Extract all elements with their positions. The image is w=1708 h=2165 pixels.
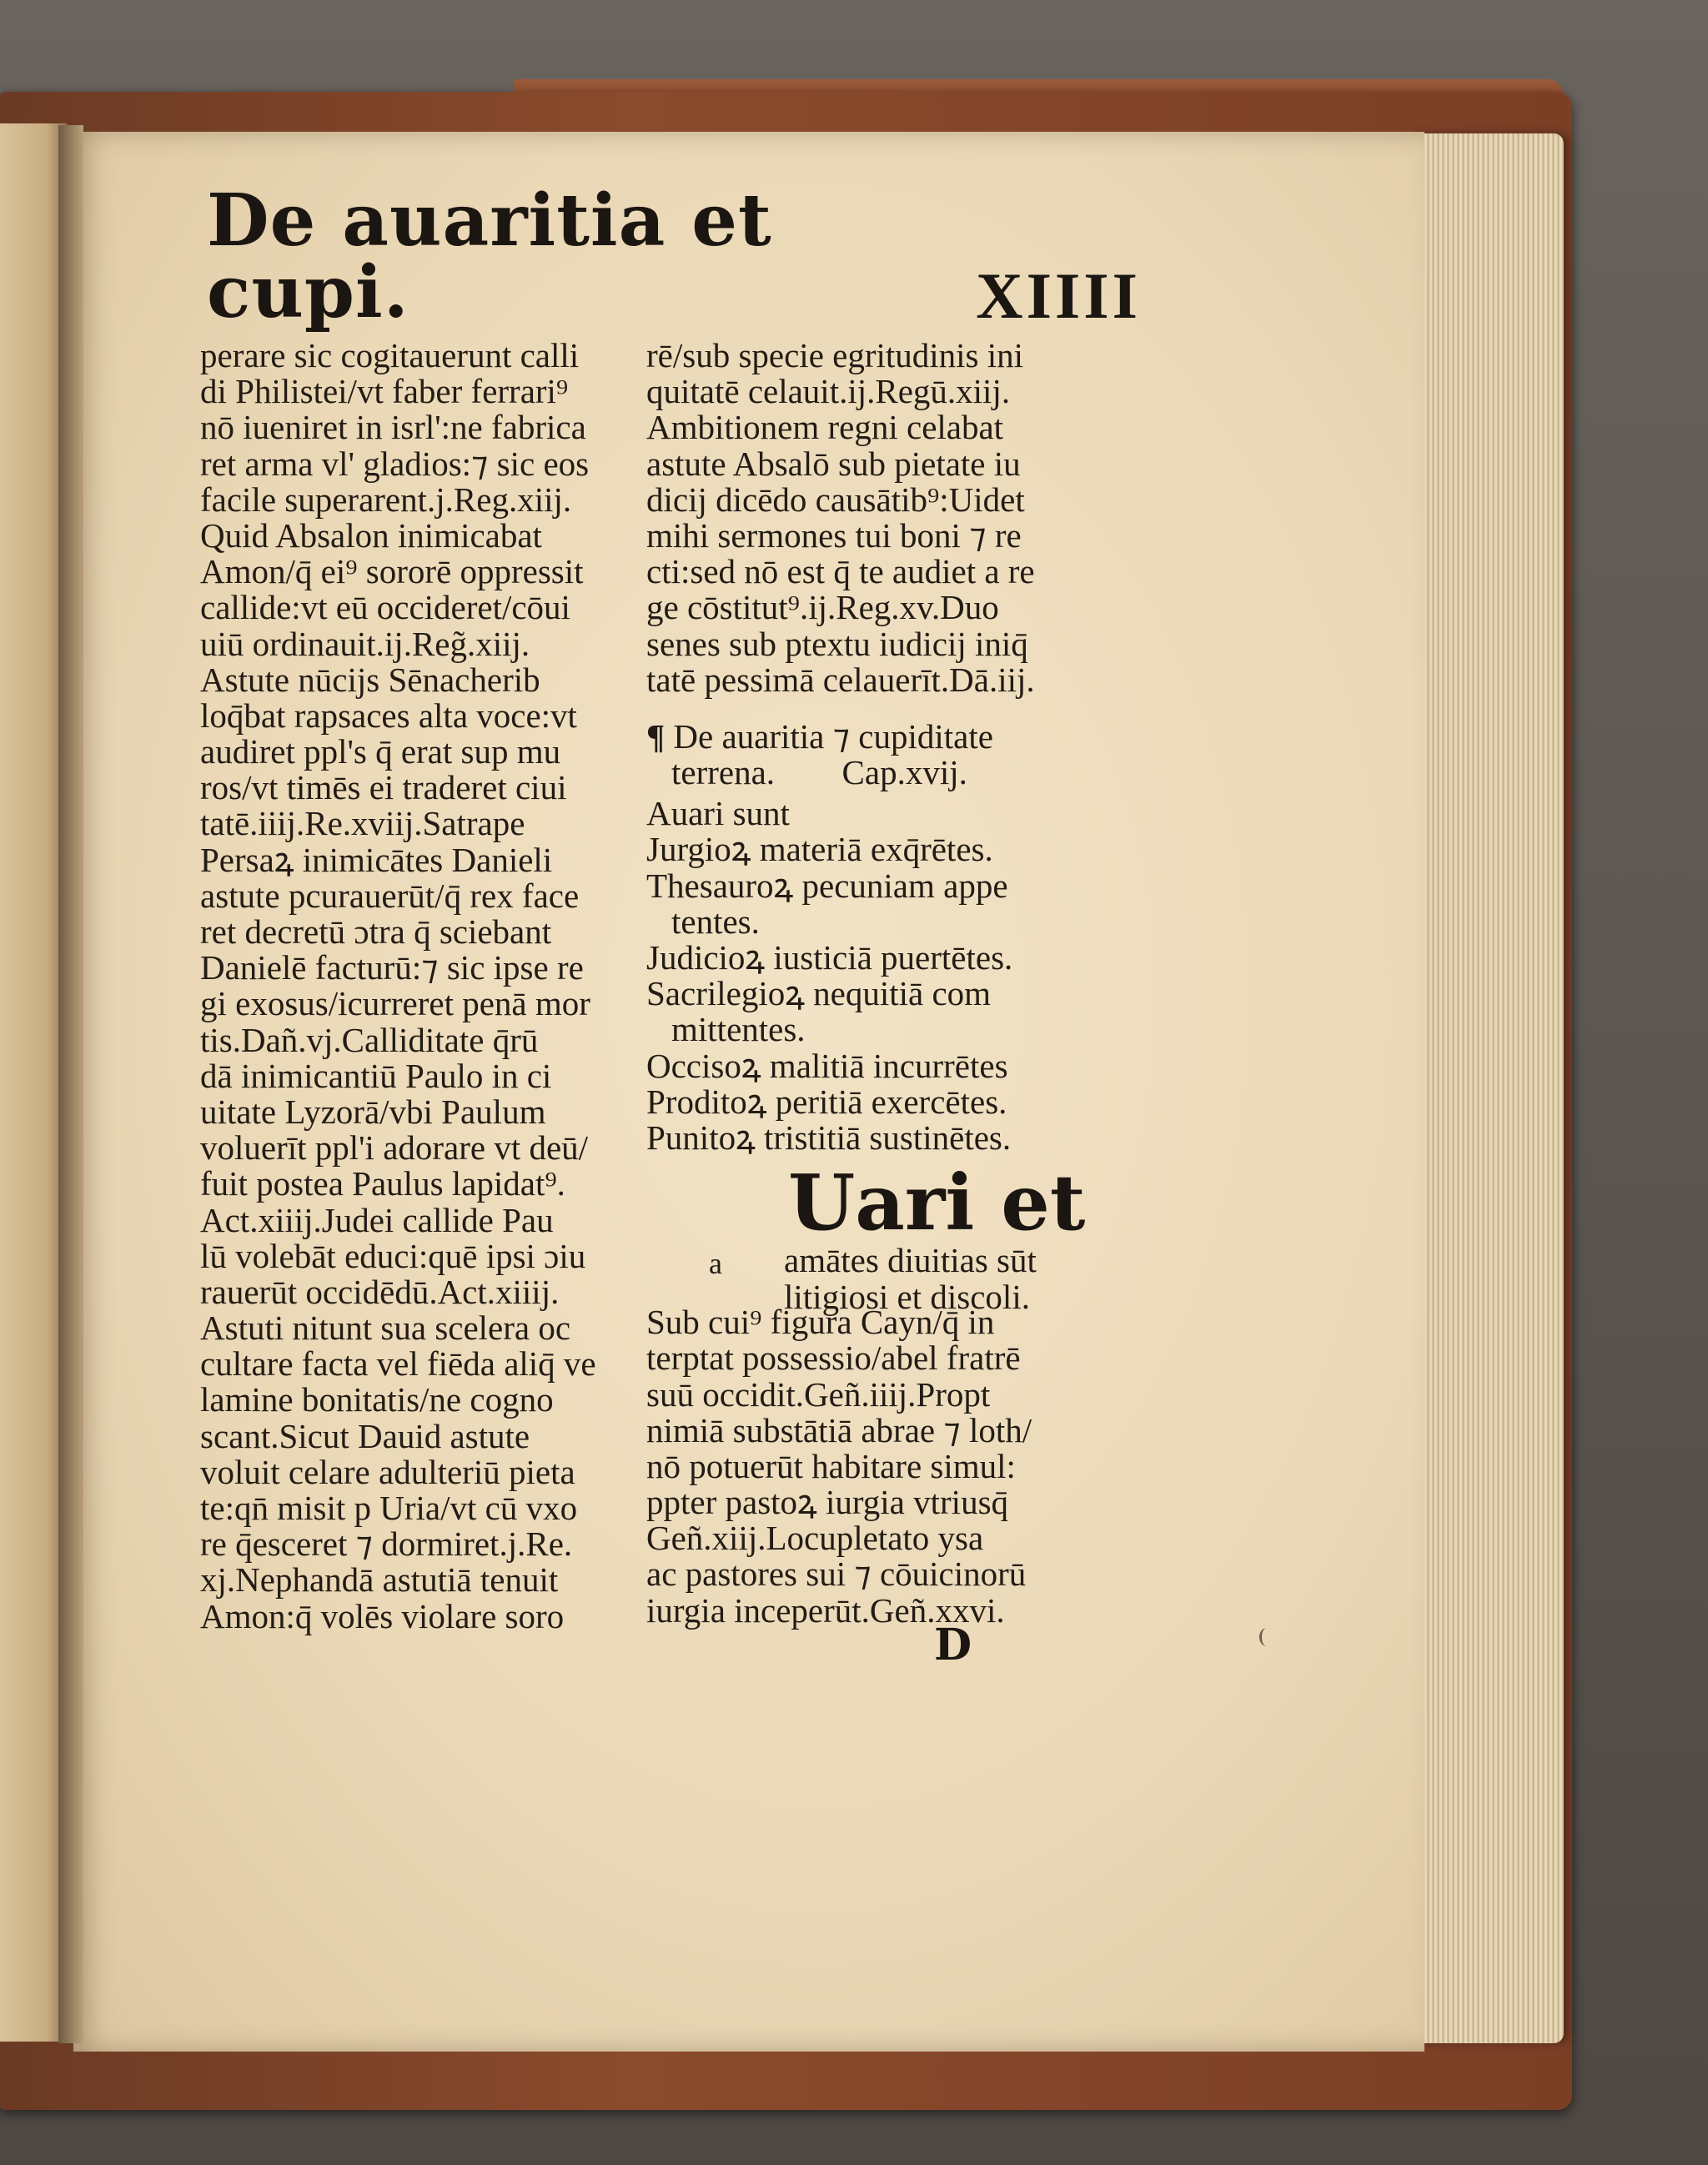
text-line: callide:vt eū occideret/cōui [200, 588, 570, 627]
text-line: Persaꝝ inimicātes Danieli [200, 840, 553, 879]
text-line: rauerūt occidēdū.Act.xiiij. [200, 1272, 560, 1311]
text-line: Ambitionem regni celabat [646, 408, 1004, 447]
text-line: terptat possessio/abel fratrē [646, 1339, 1021, 1378]
text-line: re q̄esceret ⁊ dormiret.j.Re. [200, 1525, 573, 1564]
text-line: tis.Dañ.vj.Calliditate q̄rū [200, 1020, 539, 1059]
text-line: astute pcurauerūt/q̄ rex face [200, 876, 580, 915]
text-line: dicij dicēdo causātib⁹:Uidet [646, 480, 1025, 519]
text-line: rē/sub specie egritudinis ini [646, 336, 1024, 374]
text-line: litigiosi et discoli. [784, 1278, 1030, 1317]
text-line: cti:sed nō est q̄ te audiet a re [646, 552, 1035, 591]
facing-page-sliver [0, 123, 67, 2042]
chapter-title-line [646, 716, 1113, 756]
text-line: Geñ.xiij.Locupletato ysa [646, 1519, 984, 1558]
text-block-page-edges [1409, 133, 1564, 2043]
text-line: tatē.iiij.Re.xviij.Satrape [200, 804, 525, 843]
text-line: nimiā substātiā abrae ⁊ loth/ [646, 1410, 1032, 1449]
vice-item: Sacrilegioꝝ nequitiā com [646, 974, 992, 1013]
signature-mark: D [934, 1620, 972, 1670]
text-line: Quid Absalon inimicabat [200, 515, 542, 555]
text-line: te:qn̄ misit p Uria/vt cū vxo [200, 1489, 578, 1527]
text-line: facile superarent.j.Reg.xiij. [200, 480, 572, 519]
text-line: ac pastores sui ⁊ cōuicinorū [646, 1555, 1027, 1594]
text-line: voluerīt ppl'i adorare vt deū/ [200, 1128, 589, 1168]
vices-intro: Auari sunt [646, 794, 790, 833]
text-line: uitate Lyzorā/vbi Paulum [200, 1092, 546, 1131]
text-line: Astute nūcijs Sēnacherib [200, 660, 540, 699]
text-line: amātes diuitias sūt [784, 1241, 1037, 1280]
text-line: nō potuerūt habitare simul: [646, 1446, 1016, 1485]
initial-paragraph [646, 1158, 1113, 1317]
text-line: ge cōstitut⁹.ij.Reg.xv.Duo [646, 588, 999, 627]
text-line: Danielē facturū:⁊ sic ipse re [200, 948, 584, 987]
right-text-column [646, 338, 1113, 1629]
text-line: astute Absalō sub pietate iu [646, 444, 1021, 483]
text-line: Amon/q̄ ei⁹ sororē oppressit [200, 552, 584, 591]
text-line: dā inimicantiū Paulo in ci [200, 1056, 552, 1095]
text-line: fuit postea Paulus lapidat⁹. [200, 1164, 565, 1203]
folio-number: XIIII [976, 259, 1141, 332]
chapter-heading [646, 716, 1113, 792]
text-line: quitatē celauit.ij.Regū.xiij. [646, 372, 1011, 411]
chapter-subtitle-line [646, 755, 1113, 791]
text-line: uiū ordinauit.ij.Reg̃.xiij. [200, 624, 530, 663]
pilcrow-mark: ¶ [646, 716, 666, 756]
chapter-title: De auaritia ⁊ cupiditate [673, 716, 993, 756]
page-blemish [1259, 1628, 1273, 1646]
text-line: scant.Sicut Dauid astute [200, 1416, 530, 1455]
chapter-number: Cap.xvij. [841, 753, 967, 792]
guide-letter: a [709, 1247, 722, 1281]
left-text-column [200, 338, 634, 1635]
vice-item: Punitoꝝ tristitiā sustinētes. [646, 1118, 1012, 1157]
text-line: voluit celare adulteriū pieta [200, 1452, 575, 1491]
text-line: tatē pessimā celauerīt.Dā.iij. [646, 660, 1035, 699]
vice-item: Jurgioꝝ materiā exq̄rētes. [646, 830, 993, 869]
text-line: senes sub ptextu iudicij iniq̄ [646, 624, 1028, 663]
text-line: Act.xiiij.Judei callide Pau [200, 1200, 554, 1239]
vice-item: Proditoꝝ peritiā exercētes. [646, 1082, 1007, 1121]
running-title: De auaritia et cupi. [207, 178, 772, 334]
text-line: ret arma vl' gladios:⁊ sic eos [200, 444, 590, 483]
text-line: ppter pastoꝝ iurgia vtriusq̄ [646, 1483, 1009, 1522]
display-initial-words: Uari et [788, 1158, 1086, 1248]
text-line: cultare facta vel fiēda aliq̄ ve [200, 1344, 596, 1384]
vice-item: tentes. [671, 902, 760, 941]
text-line: Astuti nitunt sua scelera oc [200, 1309, 571, 1348]
vice-item: mittentes. [671, 1010, 806, 1049]
text-line: loq̄bat rapsaces alta voce:vt [200, 696, 577, 735]
text-line: Amon:q̄ volēs violare soro [200, 1596, 565, 1635]
text-line: audiret ppl's q̄ erat sup mu [200, 732, 561, 771]
text-line: ros/vt timēs ei traderet ciui [200, 768, 567, 807]
text-line: di Philistei/vt faber ferrari⁹ [200, 372, 569, 411]
text-line: iurgia inceperūt.Geñ.xxvi. [646, 1590, 1005, 1630]
chapter-title-cont: terrena. [671, 753, 776, 792]
book-gutter [58, 125, 83, 2043]
text-line: mihi sermones tui boni ⁊ re [646, 515, 1022, 555]
text-line: lamine bonitatis/ne cogno [200, 1380, 554, 1419]
text-line: Sub cui⁹ figura Cayn/q̄ in [646, 1303, 995, 1342]
text-line: suū occidit.Geñ.iiij.Propt [646, 1374, 991, 1414]
text-line: xj.Nephandā astutiā tenuit [200, 1560, 559, 1600]
text-line: gi exosus/icurreret penā mor [200, 984, 590, 1023]
text-line: lū volebāt educi:quē ipsi ɔiu [200, 1236, 586, 1275]
vice-item: Occisoꝝ malitiā incurrētes [646, 1046, 1008, 1085]
vice-item: Thesauroꝝ pecuniam appe [646, 866, 1008, 905]
text-line: nō iueniret in isrl':ne fabrica [200, 408, 586, 447]
page-header [207, 178, 1141, 334]
vice-item: Judicioꝝ iusticiā puertētes. [646, 938, 1013, 977]
text-line: ret decretū ɔtra q̄ sciebant [200, 912, 552, 951]
text-line: perare sic cogitauerunt calli [200, 336, 580, 374]
